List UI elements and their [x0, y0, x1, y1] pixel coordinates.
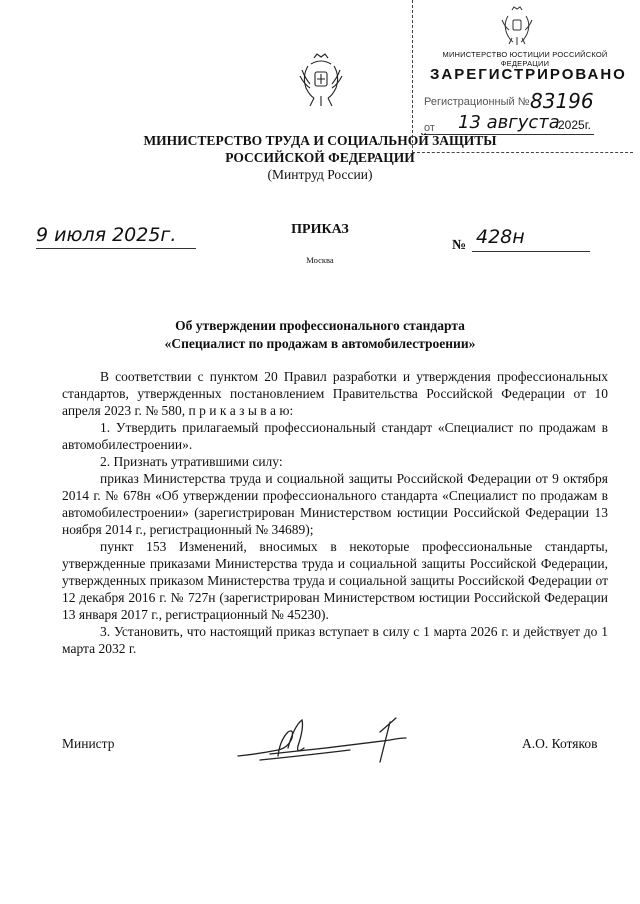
- signatory-name: А.О. Котяков: [522, 736, 598, 751]
- coat-of-arms-icon: [298, 52, 344, 108]
- order-title-line2: «Специалист по продажам в автомобилестроении»: [164, 336, 476, 351]
- order-body: [62, 368, 608, 657]
- signatory-position: Министр: [62, 736, 115, 751]
- stamp-registration-label: Регистрационный №: [424, 96, 530, 108]
- paragraph-repealed-point: пункт 153 Изменений, вносимых в некоторые профессиональные стандарты, утвержденные приказами Министерства труда и социальной защиты Российской Федерации, утвержденных приказом Министерства труда и социальной защиты Российской Федерации от 12 декабря 2016 г. № 727н (зарегистрирован Министерством юстиции Российской Федерации 13 января 2017 г., регистрационный № 45230).: [62, 539, 608, 622]
- paragraph-item-1: 1. Утвердить прилагаемый профессиональный стандарт «Специалист по продажам в автомобилестроении».: [62, 420, 608, 452]
- paragraph-item-3: 3. Установить, что настоящий приказ вступает в силу с 1 марта 2026 г. и действует до 1 марта 2032 г.: [62, 624, 608, 656]
- number-line: [472, 251, 590, 252]
- date-line: [36, 248, 196, 249]
- stamp-registered-text: ЗАРЕГИСТРИРОВАНО: [430, 66, 627, 83]
- paragraph-item-2: 2. Признать утратившими силу:: [100, 454, 283, 469]
- paragraph-basis: В соответствии с пунктом 20 Правил разработки и утверждения профессиональных стандартов, утвержденных постановлением Правительства Российской Федерации от 10 апреля 2023 г. № 580, п р и к а з ы в а ю:: [62, 369, 608, 418]
- document-type: ПРИКАЗ: [291, 222, 349, 237]
- stamp-date-prefix: от: [424, 122, 435, 134]
- stamp-ministry-text: МИНИСТЕРСТВО ЮСТИЦИИ РОССИЙСКОЙ ФЕДЕРАЦИИ: [442, 50, 608, 68]
- order-number: 428н: [476, 226, 525, 248]
- ministry-short-name: (Минтруд России): [267, 167, 373, 182]
- paragraph-repealed-order: приказ Министерства труда и социальной защиты Российской Федерации от 9 октября 2014 г. № 678н «Об утверждении профессионального стандарта «Специалист по продажам в автомобилестроении» (зарегистрирован Министерством юстиции Российской Федерации 13 ноября 2014 г., регистрационный № 34689);: [62, 471, 608, 537]
- city: Москва: [306, 255, 334, 265]
- number-sign: №: [452, 238, 467, 253]
- stamp-coat-of-arms-icon: [500, 6, 534, 46]
- stamp-registration-number: 83196: [530, 89, 594, 113]
- order-date: 9 июля 2025г.: [36, 224, 177, 246]
- ministry-name-line2: РОССИЙСКОЙ ФЕДЕРАЦИИ: [225, 150, 415, 165]
- order-title-line1: Об утверждении профессионального стандарта: [175, 318, 465, 333]
- stamp-date: 13 августа: [458, 112, 560, 133]
- ministry-name-line1: МИНИСТЕРСТВО ТРУДА И СОЦИАЛЬНОЙ ЗАЩИТЫ: [143, 133, 497, 148]
- stamp-year: 2025г.: [558, 118, 591, 132]
- handwritten-signature: [230, 712, 420, 772]
